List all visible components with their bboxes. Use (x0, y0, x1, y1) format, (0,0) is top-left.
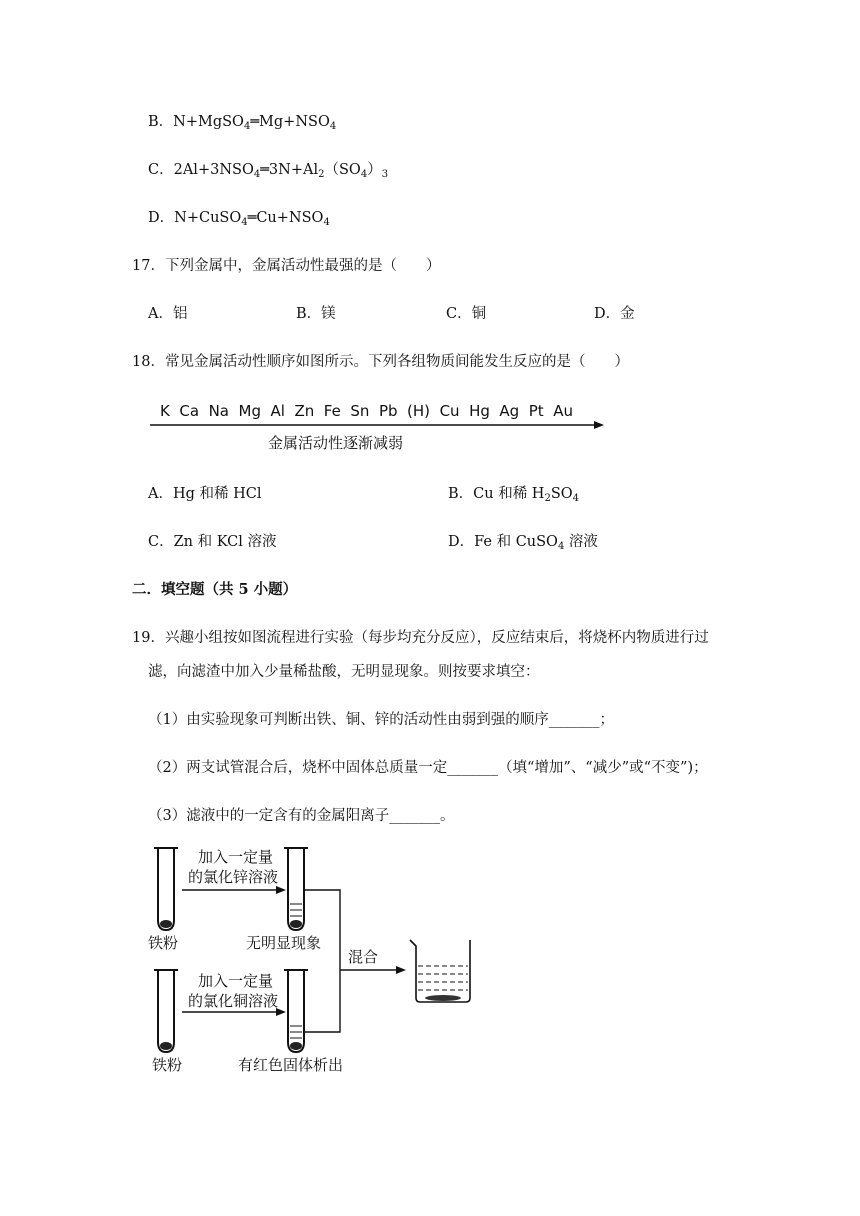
q19-sub2: （2）两支试管混合后，烧杯中固体总质量一定_______（填“增加”、“减少”或“不变”)； (148, 760, 708, 776)
q16-option-d: D．$N+CuSO_4═Cu+NSO_4$ (148, 210, 330, 228)
q19-stem-line1: 19．兴趣小组按如图流程进行实验（每步均充分反应），反应结束后，将烧杯内物质进行过 (132, 630, 709, 646)
q17-option-b: B．镁 (296, 306, 336, 322)
q18-option-d: D．Fe 和 CuSO$_4$ 溶液 (448, 534, 598, 552)
beaker-icon (410, 940, 470, 1002)
bottom-reagent-line2: 的氯化铜溶液 (188, 992, 279, 1010)
top-left-label: 铁粉 (148, 934, 179, 952)
q16-option-c: C．$2Al+3NSO_4═3N+Al_2(SO_4)_3$ (148, 162, 389, 180)
top-arrow-head (276, 886, 286, 894)
q19-sub1: （1）由实验现象可判断出铁、铜、锌的活动性由弱到强的顺序_______； (148, 712, 614, 728)
q17-option-c: C．铜 (446, 306, 487, 322)
q17-option-a: A．铝 (148, 306, 188, 322)
arrow-head (594, 421, 604, 429)
connector-bracket (304, 890, 340, 1032)
activity-series-figure (148, 396, 608, 456)
top-reagent-line2: 的氯化锌溶液 (188, 868, 279, 886)
experiment-figure (140, 840, 500, 1080)
top-right-label: 无明显现象 (246, 934, 322, 952)
top-right-test-tube (284, 848, 308, 930)
q19-sub3: （3）滤液中的一定含有的金属阳离子_______。 (148, 808, 455, 824)
arrow-caption: 金属活动性逐渐减弱 (268, 434, 404, 452)
beaker-sediment (425, 995, 461, 1001)
top-reagent-line1: 加入一定量 (198, 848, 274, 866)
q16-option-b: B．$N+MgSO_4═Mg+NSO_4$ (148, 114, 337, 132)
iron-powder (160, 920, 172, 928)
bottom-left-label: 铁粉 (152, 1056, 183, 1074)
q17-option-d: D．金 (594, 306, 635, 322)
q18-stem: 18．常见金属活动性顺序如图所示。下列各组物质间能发生反应的是（ ） (132, 354, 629, 370)
q18-option-a: A．Hg 和稀 HCl (148, 486, 262, 502)
q19-stem-line2: 滤，向滤渣中加入少量稀盐酸，无明显现象。则按要求填空： (148, 664, 540, 680)
top-left-test-tube (154, 848, 178, 930)
activity-series-text: K Ca Na Mg Al Zn Fe Sn Pb (H) Cu Hg Ag Pt Au (160, 402, 573, 420)
q18-option-c: C．Zn 和 KCl 溶液 (148, 534, 277, 550)
section-title: 二．填空题（共 5 小题） (132, 581, 298, 598)
q17-stem: 17．下列金属中，金属活动性最强的是（ ） (132, 258, 441, 274)
bottom-left-test-tube (154, 970, 178, 1052)
bottom-reagent-line1: 加入一定量 (198, 972, 274, 990)
mix-arrow-head (396, 966, 406, 974)
bottom-right-test-tube (284, 970, 308, 1052)
bottom-right-label: 有红色固体析出 (238, 1056, 344, 1074)
mix-label: 混合 (348, 948, 379, 966)
q18-option-b: B．Cu 和稀 $H_2SO_4$ (448, 486, 580, 504)
